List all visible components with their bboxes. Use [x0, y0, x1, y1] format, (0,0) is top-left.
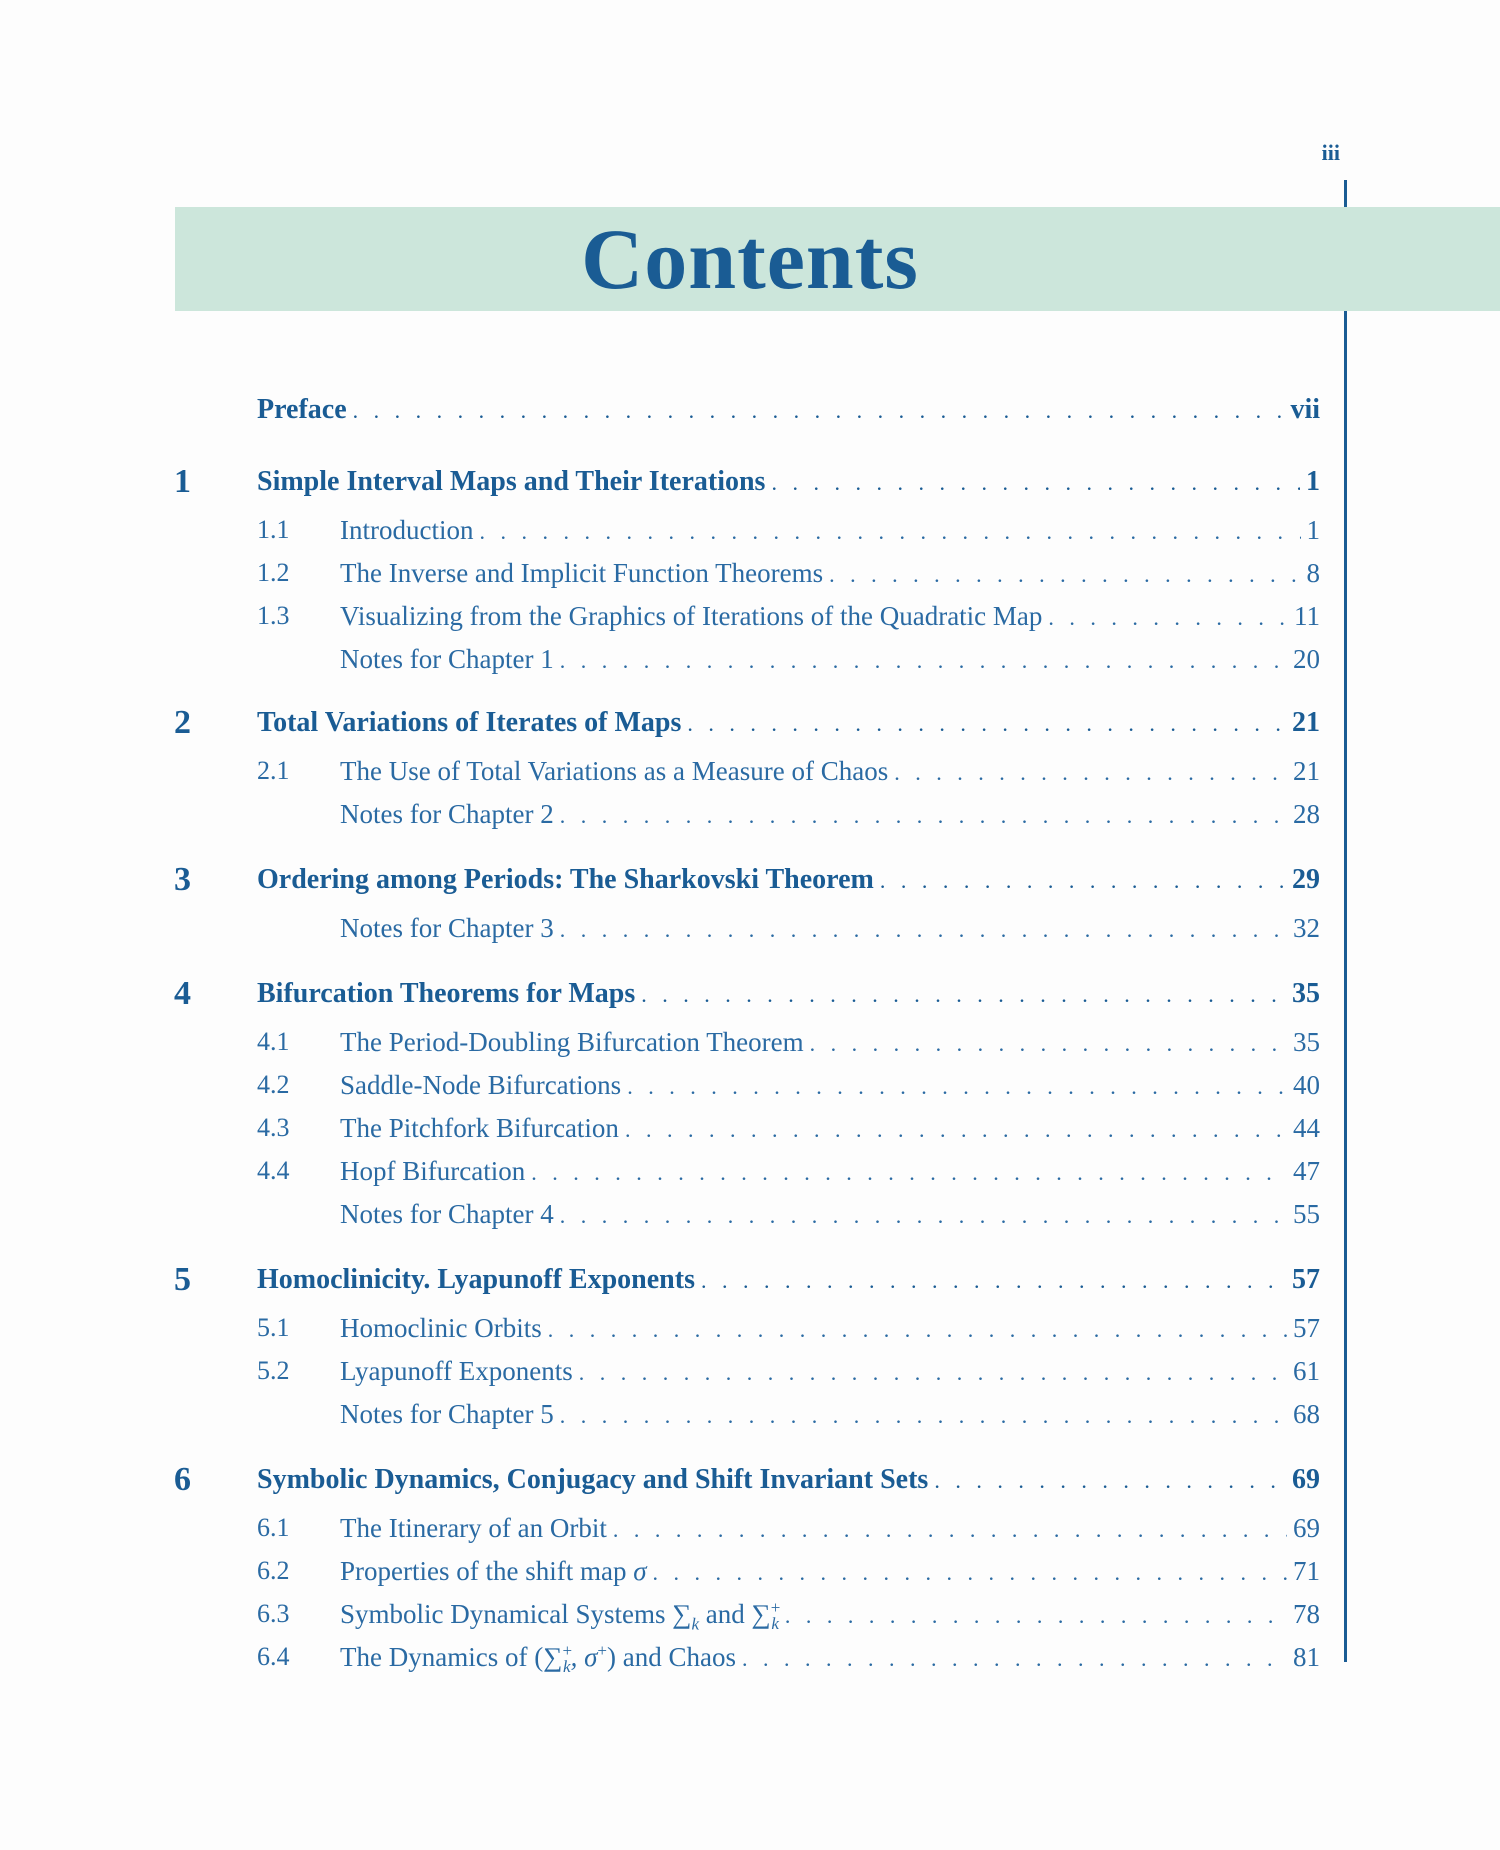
toc-entry-page: 57	[1292, 1264, 1320, 1295]
leader-dots	[548, 1310, 1287, 1350]
leader-dots	[701, 1261, 1286, 1301]
toc-entry-section[interactable]	[340, 751, 1320, 793]
toc-entry-title	[340, 1637, 736, 1677]
toc-entry-title: Simple Interval Maps and Their Iterations	[257, 466, 766, 497]
subscript: k	[771, 1614, 779, 1634]
toc-entry-page: 28	[1293, 799, 1320, 829]
toc-entry-section[interactable]	[340, 1308, 1320, 1350]
toc-entry-chapter[interactable]	[257, 1260, 1320, 1301]
sum-symbol: ∑	[672, 1599, 692, 1629]
toc-entry-notes[interactable]	[340, 1194, 1320, 1236]
sum-symbol: ∑	[751, 1599, 771, 1629]
subscript: k	[563, 1657, 571, 1677]
toc-entry-title: Homoclinic Orbits	[340, 1313, 542, 1343]
title-text: and	[705, 1599, 745, 1629]
toc-entry-page: 61	[1293, 1356, 1320, 1386]
toc-entry-title: Ordering among Periods: The Sharkovski Theorem	[257, 864, 874, 895]
toc-entry-notes[interactable]	[340, 1394, 1320, 1436]
toc-entry-notes[interactable]	[340, 639, 1320, 681]
section-number: 6.1	[257, 1513, 290, 1542]
toc-entry-title: Preface	[257, 394, 347, 425]
toc-entry-section[interactable]	[340, 510, 1320, 552]
section-number: 6.2	[257, 1556, 290, 1585]
section-number: 1.2	[257, 558, 290, 587]
toc-entry-page: 32	[1293, 913, 1320, 943]
chapter-number: 5	[174, 1261, 191, 1298]
toc-entry-title: Bifurcation Theorems for Maps	[257, 978, 636, 1009]
leader-dots	[934, 1461, 1286, 1501]
leader-dots	[894, 753, 1287, 793]
leader-dots	[560, 796, 1287, 836]
section-number: 4.3	[257, 1113, 290, 1142]
chapter-number: 6	[174, 1461, 191, 1498]
toc-entry-page: 40	[1293, 1070, 1320, 1100]
chapter-number: 4	[174, 975, 191, 1012]
toc-entry-title: Notes for Chapter 4	[340, 1199, 554, 1229]
page-title: Contents	[581, 211, 919, 307]
toc-entry-section[interactable]	[340, 1022, 1320, 1064]
margin-rule	[1344, 180, 1347, 1662]
toc-entry-title: The Period-Doubling Bifurcation Theorem	[340, 1027, 804, 1057]
toc-entry-title: Hopf Bifurcation	[340, 1156, 526, 1186]
leader-dots	[810, 1024, 1287, 1064]
toc-entry-title: Notes for Chapter 5	[340, 1399, 554, 1429]
toc-entry-title: Homoclinicity. Lyapunoff Exponents	[257, 1264, 695, 1295]
chapter-number: 2	[174, 704, 191, 741]
toc-entry-page: 57	[1293, 1313, 1320, 1343]
leader-dots	[641, 975, 1286, 1015]
toc-entry-title: The Itinerary of an Orbit	[340, 1513, 607, 1543]
superscript: +	[562, 1641, 573, 1660]
toc-entry-section[interactable]	[340, 553, 1320, 595]
sum-symbol: ∑	[543, 1642, 563, 1672]
title-text: The Dynamics of (	[340, 1642, 544, 1672]
leader-dots	[1048, 598, 1288, 638]
leader-dots	[560, 1396, 1287, 1436]
title-text: ) and Chaos	[607, 1642, 736, 1672]
leader-dots	[579, 1353, 1287, 1393]
section-number: 5.1	[257, 1313, 290, 1342]
toc-entry-page: 8	[1306, 558, 1320, 588]
toc-entry-chapter[interactable]	[257, 974, 1320, 1015]
toc-entry-title: Symbolic Dynamics, Conjugacy and Shift Invariant Sets	[257, 1464, 929, 1495]
toc-entry-page: 21	[1293, 756, 1320, 786]
chapter-number: 3	[174, 861, 191, 898]
leader-dots	[560, 1196, 1287, 1236]
toc-entry-title: The Use of Total Variations as a Measure of Chaos	[340, 756, 889, 786]
page-number: iii	[1321, 140, 1340, 165]
toc-entry-section[interactable]	[340, 596, 1320, 638]
leader-dots	[625, 1110, 1287, 1150]
title-text: Properties of the shift map	[340, 1556, 627, 1586]
section-number: 1.1	[257, 515, 290, 544]
toc-entry-section[interactable]	[340, 1551, 1320, 1593]
leader-dots	[829, 555, 1300, 595]
toc-entry-title: Notes for Chapter 1	[340, 644, 554, 674]
leader-dots	[627, 1067, 1287, 1107]
leader-dots	[742, 1639, 1287, 1679]
leader-dots	[880, 861, 1286, 901]
toc-entry-title: The Pitchfork Bifurcation	[340, 1113, 619, 1143]
chapter-number: 1	[174, 463, 191, 500]
section-number: 6.3	[257, 1599, 290, 1628]
toc-entry-title: Saddle-Node Bifurcations	[340, 1070, 622, 1100]
leader-dots	[613, 1510, 1287, 1550]
toc-entry-page: 1	[1306, 515, 1320, 545]
toc-entry-page: 69	[1292, 1464, 1320, 1495]
leader-dots	[771, 463, 1300, 503]
toc-entry-page: 47	[1293, 1156, 1320, 1186]
superscript: +	[770, 1598, 781, 1617]
toc-entry-page: vii	[1290, 394, 1320, 425]
section-number: 4.4	[257, 1156, 290, 1185]
toc-entry-page: 81	[1293, 1642, 1320, 1672]
toc-entry-page: 71	[1293, 1556, 1320, 1586]
section-number: 2.1	[257, 756, 290, 785]
toc-entry-page: 69	[1293, 1513, 1320, 1543]
title-text: Symbolic Dynamical Systems	[340, 1599, 666, 1629]
toc-entry-title: Total Variations of Iterates of Maps	[257, 707, 682, 738]
toc-entry-title: Visualizing from the Graphics of Iterations of the Quadratic Map	[340, 601, 1043, 631]
leader-dots	[479, 512, 1300, 552]
toc-entry-page: 35	[1292, 978, 1320, 1009]
toc-entry-page: 44	[1293, 1113, 1320, 1143]
toc-entry-page: 20	[1293, 644, 1320, 674]
leader-dots	[785, 1596, 1287, 1636]
toc-entry-section[interactable]	[340, 1508, 1320, 1550]
toc-entry-section[interactable]	[340, 1065, 1320, 1107]
leader-dots	[560, 641, 1287, 681]
toc-entry-notes[interactable]	[340, 794, 1320, 836]
toc-entry-chapter[interactable]	[257, 1460, 1320, 1501]
toc-entry-page: 1	[1306, 466, 1320, 497]
toc-entry-section[interactable]	[340, 1351, 1320, 1393]
toc-entry-notes[interactable]	[340, 908, 1320, 950]
sigma-symbol: σ	[633, 1556, 647, 1586]
toc-entry-page: 78	[1293, 1599, 1320, 1629]
superscript: +	[597, 1641, 607, 1660]
subscript: k	[691, 1614, 700, 1634]
leader-dots	[687, 704, 1286, 744]
toc-entry-title: Notes for Chapter 3	[340, 913, 554, 943]
section-number: 4.1	[257, 1027, 290, 1056]
toc-entry-page: 11	[1294, 601, 1320, 631]
toc-entry-chapter[interactable]	[257, 860, 1320, 901]
toc-entry-page: 55	[1293, 1199, 1320, 1229]
toc-entry-title	[340, 1551, 647, 1591]
toc-entry-section[interactable]	[340, 1637, 1320, 1679]
section-number: 4.2	[257, 1070, 290, 1099]
toc-entry-title: Introduction	[340, 515, 474, 545]
toc-entry-section[interactable]	[340, 1151, 1320, 1193]
toc-entry-chapter[interactable]	[257, 703, 1320, 744]
toc-entry-page: 68	[1293, 1399, 1320, 1429]
toc-entry-title: The Inverse and Implicit Function Theorems	[340, 558, 824, 588]
toc-entry-page: 29	[1292, 864, 1320, 895]
sigma-symbol: , σ	[570, 1642, 598, 1672]
toc-entry-page: 35	[1293, 1027, 1320, 1057]
toc-entry-preface[interactable]	[257, 390, 1320, 431]
leader-dots	[653, 1553, 1287, 1593]
toc-entry-title: Notes for Chapter 2	[340, 799, 554, 829]
toc-entry-section[interactable]	[340, 1594, 1320, 1636]
toc-entry-title: Lyapunoff Exponents	[340, 1356, 573, 1386]
leader-dots	[560, 910, 1287, 950]
toc-entry-page: 21	[1292, 707, 1320, 738]
toc-entry-section[interactable]	[340, 1108, 1320, 1150]
section-number: 1.3	[257, 601, 290, 630]
leader-dots	[353, 391, 1285, 431]
leader-dots	[531, 1153, 1287, 1193]
toc-entry-title	[340, 1594, 779, 1634]
section-number: 5.2	[257, 1356, 290, 1385]
section-number: 6.4	[257, 1642, 290, 1671]
toc-entry-chapter[interactable]	[257, 462, 1320, 503]
